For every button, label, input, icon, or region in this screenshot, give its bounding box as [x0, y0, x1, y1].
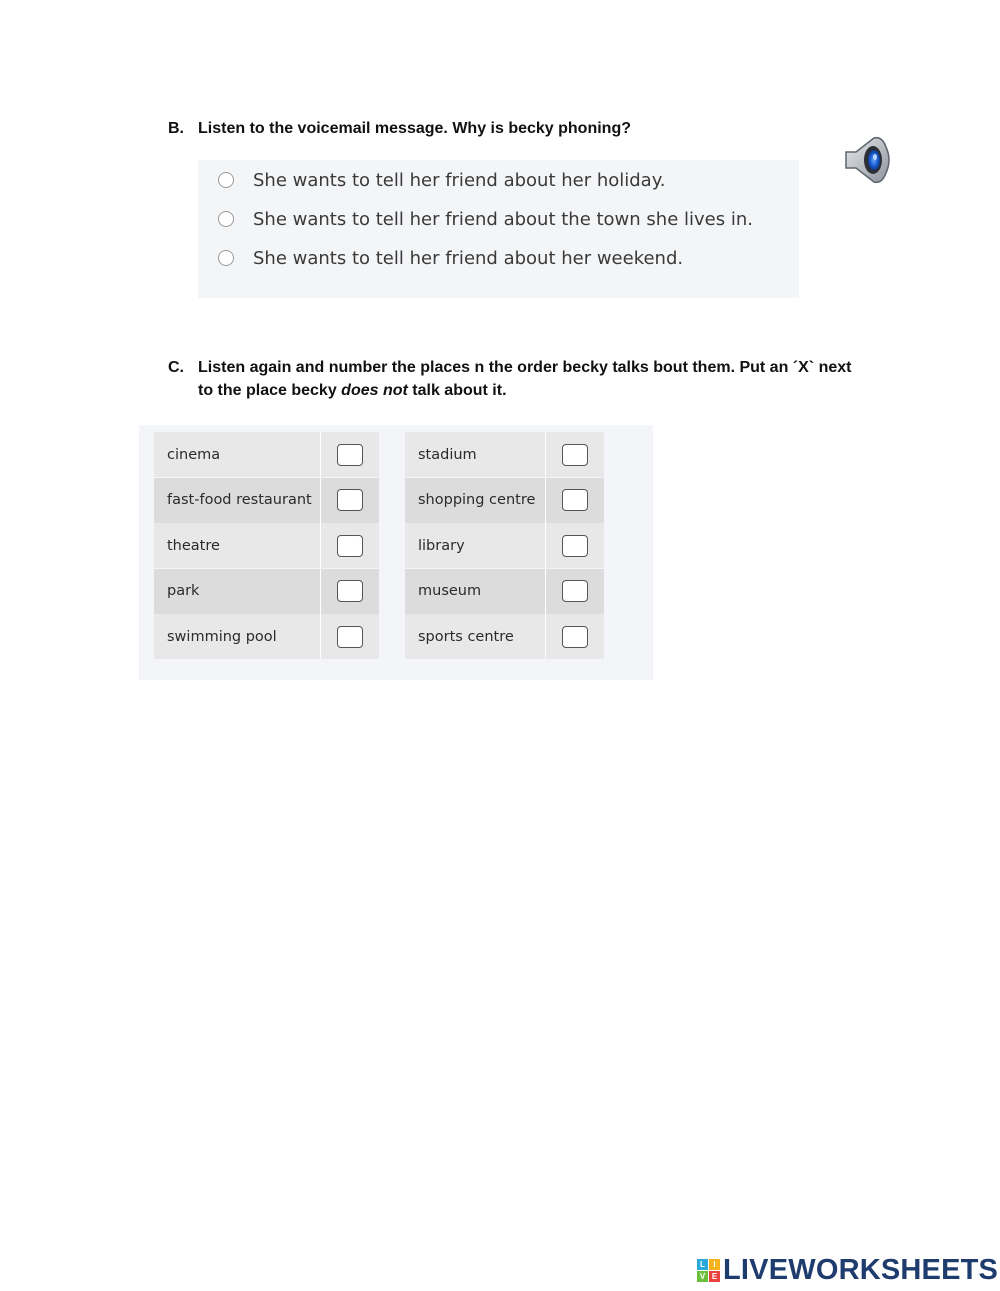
question-b-text: Listen to the voicemail message. Why is becky phoning?: [198, 120, 631, 137]
places-column-left: [154, 432, 379, 660]
logo-blocks-icon: [697, 1259, 720, 1282]
answer-box[interactable]: [562, 444, 588, 466]
option-town[interactable]: [218, 204, 753, 234]
radio-button[interactable]: [218, 250, 234, 266]
places-table: [139, 425, 653, 680]
answer-box[interactable]: [337, 489, 363, 511]
answer-cell: [321, 523, 379, 568]
option-label: She wants to tell her friend about her holiday.: [253, 169, 666, 191]
liveworksheets-logo: [697, 1254, 998, 1287]
question-b-options: [198, 160, 799, 298]
logo-block: I: [709, 1259, 720, 1270]
answer-cell: [546, 432, 604, 477]
table-row: [154, 432, 379, 477]
question-c-text-part1: Listen again and number the places n the order becky talks bout them. Put an ´X` next to the place becky: [198, 359, 852, 399]
table-row: [154, 523, 379, 568]
place-label: cinema: [154, 432, 321, 477]
answer-box[interactable]: [337, 626, 363, 648]
answer-cell: [321, 478, 379, 523]
answer-cell: [321, 614, 379, 659]
place-label: theatre: [154, 523, 321, 568]
question-b-letter: B.: [168, 120, 184, 137]
question-c-emphasis: does not: [341, 382, 408, 399]
answer-cell: [546, 569, 604, 614]
table-row: [154, 478, 379, 523]
place-label: library: [405, 523, 546, 568]
answer-box[interactable]: [337, 580, 363, 602]
option-label: She wants to tell her friend about her weekend.: [253, 247, 684, 269]
question-c-heading: [168, 356, 868, 402]
table-row: [405, 614, 604, 659]
logo-text: LIVEWORKSHEETS: [723, 1254, 999, 1286]
answer-cell: [321, 569, 379, 614]
question-c-text-part2: talk about it.: [407, 382, 507, 399]
question-c-letter: C.: [168, 359, 184, 376]
table-row: [405, 569, 604, 614]
place-label: park: [154, 569, 321, 614]
place-label: sports centre: [405, 614, 546, 659]
answer-box[interactable]: [562, 580, 588, 602]
table-row: [405, 432, 604, 477]
question-b-heading: [168, 117, 808, 140]
answer-box[interactable]: [562, 489, 588, 511]
option-label: She wants to tell her friend about the town she lives in.: [253, 208, 753, 230]
answer-cell: [321, 432, 379, 477]
speaker-icon[interactable]: [842, 133, 894, 187]
answer-box[interactable]: [337, 535, 363, 557]
place-label: fast-food restaurant: [154, 478, 321, 523]
place-label: museum: [405, 569, 546, 614]
question-c-text: [198, 356, 868, 402]
logo-block: E: [709, 1271, 720, 1282]
logo-block: L: [697, 1259, 708, 1270]
answer-cell: [546, 614, 604, 659]
table-row: [154, 569, 379, 614]
answer-box[interactable]: [337, 444, 363, 466]
place-label: shopping centre: [405, 478, 546, 523]
radio-button[interactable]: [218, 211, 234, 227]
table-row: [405, 523, 604, 568]
table-row: [405, 478, 604, 523]
place-label: swimming pool: [154, 614, 321, 659]
places-column-right: [405, 432, 604, 660]
answer-box[interactable]: [562, 626, 588, 648]
answer-cell: [546, 478, 604, 523]
option-weekend[interactable]: [218, 243, 683, 273]
table-row: [154, 614, 379, 659]
radio-button[interactable]: [218, 172, 234, 188]
option-holiday[interactable]: [218, 165, 666, 195]
answer-box[interactable]: [562, 535, 588, 557]
logo-block: V: [697, 1271, 708, 1282]
place-label: stadium: [405, 432, 546, 477]
answer-cell: [546, 523, 604, 568]
